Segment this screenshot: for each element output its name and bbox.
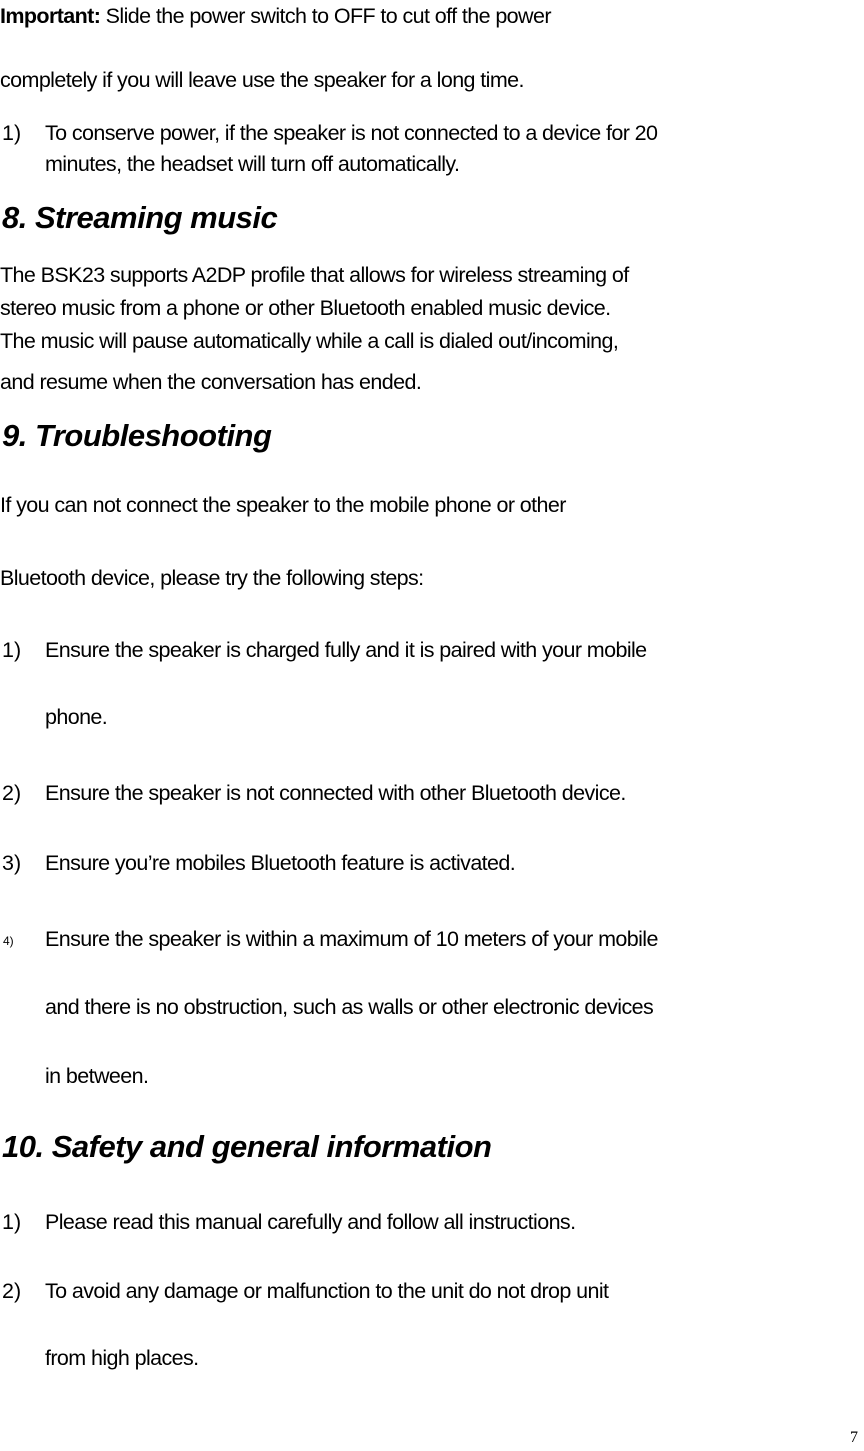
section-9-heading: 9. Troubleshooting xyxy=(2,418,272,453)
troubleshooting-step-text: Ensure the speaker is charged fully and it is paired with your mobile xyxy=(45,638,647,662)
section-8-line: The music will pause automatically while a call is dialed out/incoming, xyxy=(0,329,619,353)
important-label: Important: xyxy=(0,4,101,28)
section-8-heading: 8. Streaming music xyxy=(2,200,278,235)
troubleshooting-step-number: 3) xyxy=(2,851,22,875)
important-text: Slide the power switch to OFF to cut off the power xyxy=(100,4,551,28)
page-number: 7 xyxy=(850,1429,858,1446)
troubleshooting-step-text: Ensure you’re mobiles Bluetooth feature is activated. xyxy=(45,851,516,875)
important-note-line-2: completely if you will leave use the speaker for a long time. xyxy=(0,68,524,92)
troubleshooting-step-text: Ensure the speaker is within a maximum of 10 meters of your mobile xyxy=(45,927,658,951)
section-8-line: The BSK23 supports A2DP profile that allows for wireless streaming of xyxy=(0,263,629,287)
troubleshooting-step-text: Ensure the speaker is not connected with other Bluetooth device. xyxy=(45,781,626,805)
safety-item-number: 1) xyxy=(2,1210,22,1234)
power-note-number: 1) xyxy=(2,121,22,145)
section-8-line: stereo music from a phone or other Bluetooth enabled music device. xyxy=(0,296,611,320)
section-8-line: and resume when the conversation has ended. xyxy=(0,370,422,394)
section-9-intro-line-1: If you can not connect the speaker to the mobile phone or other xyxy=(0,493,566,517)
safety-item-number: 2) xyxy=(2,1279,22,1303)
troubleshooting-step-number: 1) xyxy=(2,638,22,662)
section-10-heading: 10. Safety and general information xyxy=(2,1129,492,1164)
troubleshooting-step-text: phone. xyxy=(45,705,108,729)
important-note-line-1 xyxy=(0,3,551,29)
safety-item-text: from high places. xyxy=(45,1346,199,1370)
troubleshooting-step-number: 4) xyxy=(3,934,14,948)
troubleshooting-step-text: in between. xyxy=(45,1064,149,1088)
power-note-line-2: minutes, the headset will turn off automatically. xyxy=(45,152,460,176)
power-note-line-1: To conserve power, if the speaker is not connected to a device for 20 xyxy=(45,121,658,145)
safety-item-text: To avoid any damage or malfunction to the unit do not drop unit xyxy=(45,1279,609,1303)
section-9-intro-line-2: Bluetooth device, please try the following steps: xyxy=(0,566,424,590)
troubleshooting-step-text: and there is no obstruction, such as walls or other electronic devices xyxy=(45,995,654,1019)
troubleshooting-step-number: 2) xyxy=(2,781,22,805)
safety-item-text: Please read this manual carefully and follow all instructions. xyxy=(45,1210,576,1234)
